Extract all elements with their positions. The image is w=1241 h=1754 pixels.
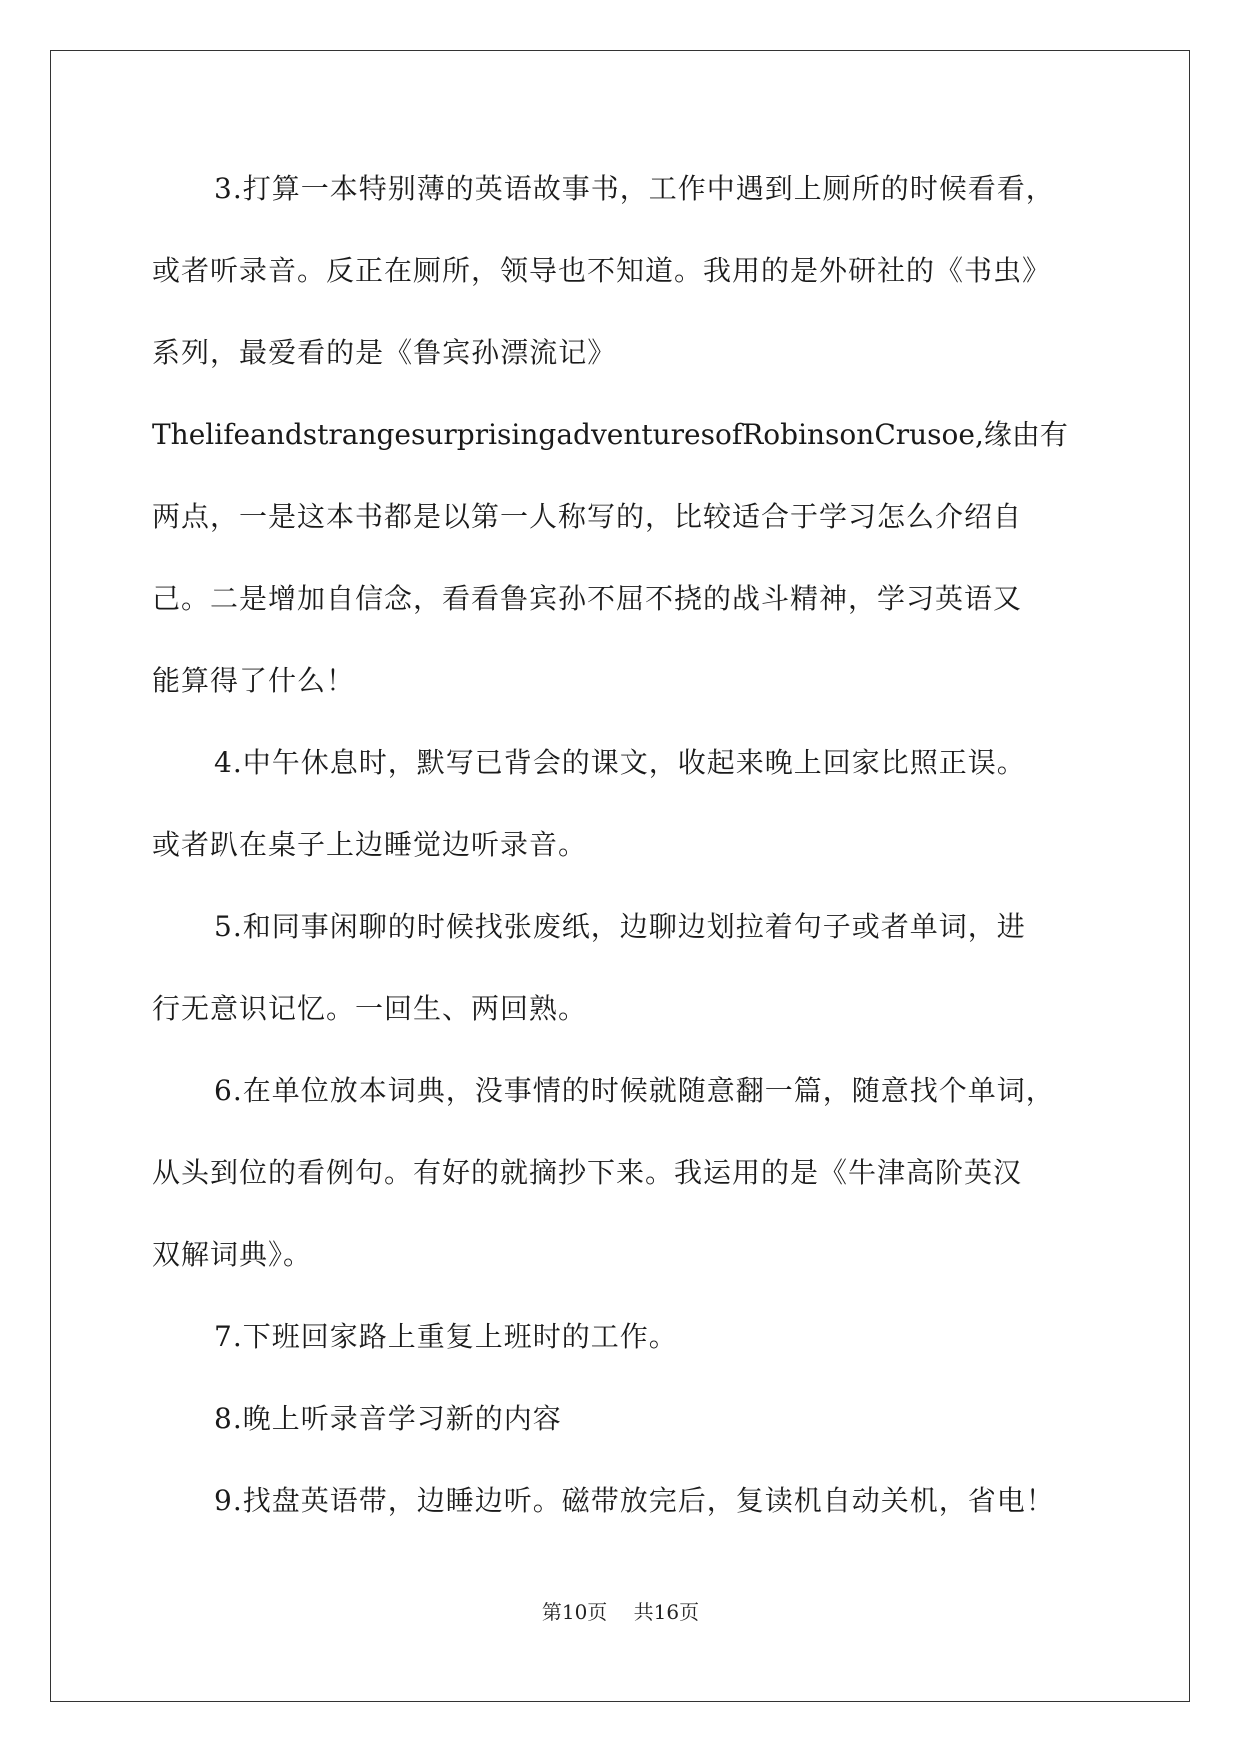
paragraph-8 bbox=[152, 1378, 1088, 1460]
spread-char: 的 bbox=[326, 336, 356, 369]
text-line: 双解词典》。 bbox=[152, 1238, 313, 1271]
page-number-total: 共16页 bbox=[633, 1600, 700, 1624]
document-body bbox=[152, 148, 1088, 1542]
paragraph-4 bbox=[152, 722, 1088, 886]
text-line: ThelifeandstrangesurprisingadventuresofRobinsonCrusoe,缘由有 bbox=[152, 418, 1068, 451]
spread-char: 系 bbox=[152, 336, 182, 369]
text-line-spread bbox=[152, 312, 1088, 394]
text-line: 8.晚上听录音学习新的内容 bbox=[214, 1402, 562, 1435]
text-line: 两点，一是这本书都是以第一人称写的，比较适合于学习怎么介绍自 bbox=[152, 500, 1023, 533]
spread-char: 鲁 bbox=[413, 336, 443, 369]
spread-char: 是 bbox=[355, 336, 385, 369]
page-number-current: 第10页 bbox=[541, 1600, 608, 1624]
paragraph-7 bbox=[152, 1296, 1088, 1378]
spread-char: 《 bbox=[384, 336, 414, 369]
spread-char: 漂 bbox=[500, 336, 530, 369]
text-line: 能算得了什么！ bbox=[152, 664, 356, 697]
spread-char: 爱 bbox=[268, 336, 298, 369]
paragraph-3 bbox=[152, 148, 1088, 722]
spread-char: ， bbox=[210, 336, 240, 369]
text-line: 9.找盘英语带，边睡边听。磁带放完后，复读机自动关机，省电！ bbox=[214, 1484, 1055, 1517]
page-footer bbox=[0, 1596, 1241, 1625]
text-line: 4.中午休息时，默写已背会的课文，收起来晚上回家比照正误。 bbox=[214, 746, 1026, 779]
text-line: 5.和同事闲聊的时候找张废纸，边聊边划拉着句子或者单词，进 bbox=[214, 910, 1026, 943]
spread-char: 最 bbox=[239, 336, 269, 369]
text-line: 己。二是增加自信念，看看鲁宾孙不屈不挠的战斗精神，学习英语又 bbox=[152, 582, 1023, 615]
spread-char: 流 bbox=[529, 336, 559, 369]
paragraph-5 bbox=[152, 886, 1088, 1050]
spread-char: 》 bbox=[587, 336, 617, 369]
spread-char: 孙 bbox=[471, 336, 501, 369]
text-line: 从头到位的看例句。有好的就摘抄下来。我运用的是《牛津高阶英汉 bbox=[152, 1156, 1023, 1189]
spread-char: 记 bbox=[558, 336, 588, 369]
text-line: 6.在单位放本词典，没事情的时候就随意翻一篇，随意找个单词， bbox=[214, 1074, 1055, 1107]
text-line: 行无意识记忆。一回生、两回熟。 bbox=[152, 992, 588, 1025]
spread-char: 宾 bbox=[442, 336, 472, 369]
paragraph-9 bbox=[152, 1460, 1088, 1542]
paragraph-6 bbox=[152, 1050, 1088, 1296]
text-line: 或者趴在桌子上边睡觉边听录音。 bbox=[152, 828, 588, 861]
text-line: 3.打算一本特别薄的英语故事书，工作中遇到上厕所的时候看看， bbox=[214, 172, 1055, 205]
text-line: 或者听录音。反正在厕所，领导也不知道。我用的是外研社的《书虫》 bbox=[152, 254, 1052, 287]
text-line: 7.下班回家路上重复上班时的工作。 bbox=[214, 1320, 678, 1353]
spread-char: 看 bbox=[297, 336, 327, 369]
spread-char: 列 bbox=[181, 336, 211, 369]
